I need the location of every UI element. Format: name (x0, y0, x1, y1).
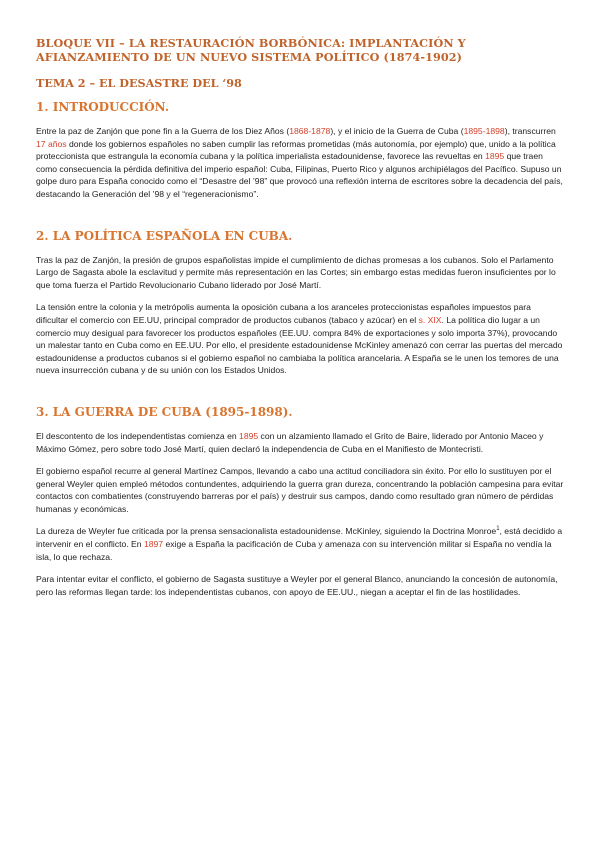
paragraph-introduccion (36, 125, 564, 201)
text-run: ), y el inicio de la Guerra de Cuba ( (330, 126, 464, 136)
date-highlight: 1897 (143, 539, 164, 550)
text-run: El descontento de los independentistas comienza en (36, 430, 240, 441)
tema-heading: TEMA 2 – EL DESASTRE DEL ‘98 (36, 76, 242, 90)
text-run: La tensión entre la colonia y la metrópolis aumenta la oposición cubana a los aranceles proteccionistas españoles impuestos para dificultar el comercio con EE.UU, principal comprador de productos cubanos (tabaco y azúcar) en el (36, 302, 531, 325)
paragraph-guerra-1 (36, 430, 564, 455)
date-highlight: 17 años (36, 138, 67, 149)
section-title-introduccion: 1. INTRODUCCIÓN. (36, 100, 170, 114)
paragraph-politica-1: Tras la paz de Zanjón, la presión de grupos españolistas impide el cumplimiento de dichas promesas a los cubanos. Solo el Parlamento Largo de Sagasta abole la esclavitud y permite más representación en las Cortes; sin embargo estas medidas fueron insuficientes por lo que toma fuerza el Partido Revolucionario Cubano liderado por José Martí. (36, 254, 556, 290)
section-title-politica: 2. LA POLÍTICA ESPAÑOLA EN CUBA. (36, 228, 293, 243)
text-run: , está decidido a intervenir en el conflicto. En (36, 526, 563, 550)
text-run: con un alzamiento llamado el Grito de Baire, liderado por Antonio Maceo y Máximo Gómez, pero sobre todo José Martí, quien declaró la independencia de Cuba en el Manifiesto de Montecristi. (36, 430, 544, 454)
paragraph-politica-2 (36, 301, 564, 377)
paragraph-guerra-4: Para intentar evitar el conflicto, el gobierno de Sagasta sustituye a Weyler por el general Blanco, anunciando la concesión de autonomía, pero las reformas llegan tarde: los independentistas cubanos, con apoyo de EE.UU., niegan a aceptar el fin de las hostilidades. (36, 574, 558, 597)
text-run: . La política dio lugar a un comercio muy desigual para favorecer los productos españoles (EE.UU. compra 84% de exportaciones y solo importa 37%), provocando un malestar tanto en Cuba como en EE.UU. Por ello, el presidente estadounidense McKinley amenazó con cerrar las puertas del mercado estadounidense a productos cubanos si el gobierno español no cambiaba la política arancelaria. A España se le unen los temores de una nueva insurrección cubana y de su unión con los Estados Unidos. (36, 314, 563, 376)
text-run: que traen como consecuencia la pérdida definitiva del imperio español: Cuba, Filipinas, Puerto Rico y algunos archipiélagos del Pacífico. Supuso un golpe duro para España conocido como el “Desastre del ’98” que provocó una reflexión interna de escritores sobre la decadencia del país, destacando la Generación del ’98 y el “regeneracionismo”. (36, 151, 563, 199)
date-highlight: s. XIX (418, 314, 442, 325)
text-run: donde los gobiernos españoles no saben cumplir las reformas prometidas (más autonomía, por ejemplo) que, unido a la política proteccionista que estrangula la economía cubana y la política imperialista estadounidense, favorece las revueltas en (36, 138, 556, 162)
bloque-heading: BLOQUE VII – LA RESTAURACIÓN BORBÓNICA: IMPLANTACIÓN Y AFIANZAMIENTO DE UN NUEVO SISTEMA POLÍTICO (1874-1902) (36, 36, 466, 64)
date-highlight: 1895 (485, 151, 505, 162)
text-run: Entre la paz de Zanjón que pone fin a la Guerra de los Diez Años ( (36, 126, 290, 136)
text-run: exige a España la pacificación de Cuba y amenaza con su intervención militar si España no vendía la isla, lo que rechaza. (36, 539, 552, 562)
paragraph-guerra-2: El gobierno español recurre al general Martínez Campos, llevando a cabo una actitud conciliadora sin éxito. Por ello lo sustituyen por el general Weyler quien empleó métodos contundentes, adquiriendo la guerra gran dureza, concentrando la población campesina para evitar contactos con combatientes (construyendo barreras por el país) y destruir sus campos, dando como resultado gran número de pérdidas humanas y económicas. (36, 466, 564, 514)
date-highlight: 1895-1898 (463, 126, 505, 136)
paragraph-guerra-3 (36, 525, 564, 563)
date-highlight: 1895 (239, 430, 259, 441)
text-run: La dureza de Weyler fue criticada por la prensa sensacionalista estadounidense. McKinley, siguiendo la Doctrina Monroe (36, 526, 497, 537)
section-title-guerra: 3. LA GUERRA DE CUBA (1895-1898). (36, 404, 293, 419)
text-run: ), transcurren (504, 126, 556, 136)
date-highlight: 1868-1878 (289, 126, 331, 136)
footnote-mark: 1 (496, 526, 500, 533)
